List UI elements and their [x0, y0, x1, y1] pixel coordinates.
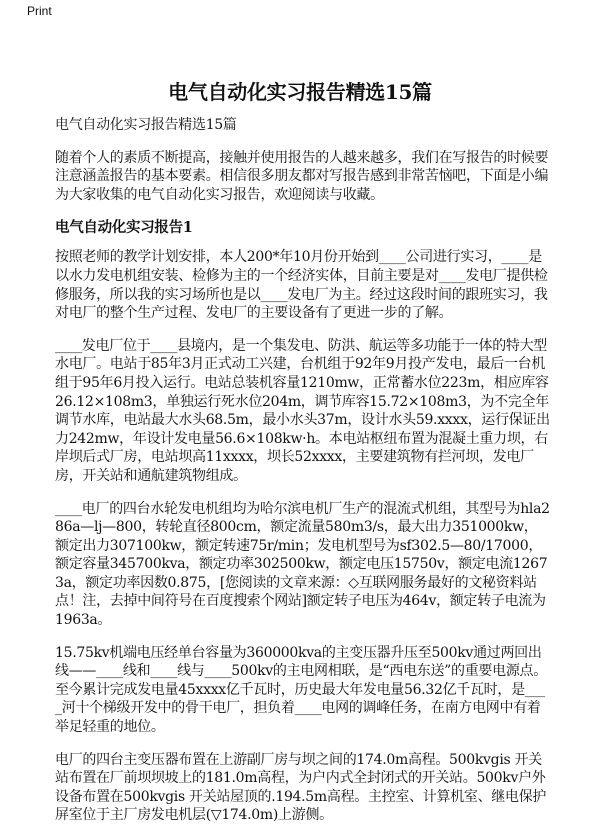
document-subtitle: 电气自动化实习报告精选15篇 — [55, 117, 237, 133]
intro-paragraph: 随着个人的素质不断提高，接触并使用报告的人越来越多，我们在写报告的时候要注意涵盖报告的基本要素。相信很多朋友都对写报告感到非常苦恼吧，下面是小编为大家收集的电气自动化实习报告，欢迎阅读与收藏。 — [55, 149, 549, 203]
body-paragraph: ____发电厂位于____县境内，是一个集发电、防洪、航运等多功能于一体的特大型水电厂。电站于85年3月正式动工兴建，台机组于92年9月投产发电，最后一台机组于95年6月投入运行。电站总装机容量1210mw，正常蓄水位223m，相应库容26.12×108m3，单独运行死水位204m，调节库容15.72×108m3，为不完全年调节水库，电站最大水头68.5m，最小水头37m，设计水头59.xxxx，运行保证出力242mw，年设计发电量56.6×108kw·h。本电站枢纽布置为混凝土重力坝，右岸坝后式厂房，电站坝高11xxxx，坝长52xxxx，主要建筑物有拦河坝，发电厂房，开关站和通航建筑物组成。 — [55, 337, 550, 484]
body-paragraph: 电厂的四台主变压器布置在上游副厂房与坝之间的174.0m高程。500kvgis 开关站布置在厂前坝坝坡上的181.0m高程，为户内式全封闭式的开关站。500kv户外设备布置在500kvgis 开关站屋顶的.194.5m高程。主控室、计算机室、继电保护屏室位于主厂房发电机层(▽174.0m)上游侧。 — [55, 751, 547, 824]
document-body — [55, 116, 551, 839]
body-paragraph: 15.75kv机端电压经单台容量为360000kva的主变压器升压至500kv通过两回出线——____线和____线与____500kv的主电网相联，是“西电东送”的重要电源点。至今累计完成发电量45xxxx亿千瓦时，历史最大年发电量56.32亿千瓦时，是____河十个梯级开发中的骨干电厂，担负着____电网的调峰任务，在南方电网中有着举足轻重的地位。 — [55, 644, 547, 736]
page-title: 电气自动化实习报告精选15篇 — [168, 80, 432, 104]
body-paragraph: ____电厂的四台水轮发电机组均为哈尔滨电机厂生产的混流式机组，其型号为hla286a—lj—800，转轮直径800cm，额定流量580m3/s，最大出力351000kw，额定出力307100kw，额定转速75r/min；发电机型号为sf302.5—80/17000，额定容量345700kva，额定功率302500kw，额定电压15750v，额定电流12673a，额定功率因数0.875，[您阅读的文章来源：◇互联网服务最好的文秘资料站点！注，去掉中间符号在百度搜索个网站]额定转子电压为464v，额定转子电流为1963a。 — [55, 500, 550, 629]
body-paragraph: 按照老师的教学计划安排，本人200*年10月份开始到____公司进行实习，____是以水力发电机组安装、检修为主的一个经济实体，目前主要是对____发电厂提供检修服务，所以我的实习场所也是以____发电厂为主。经过这段时间的跟班实习，我对电厂的整个生产过程、发电厂的主要设备有了更进一步的了解。 — [55, 249, 548, 322]
print-link[interactable]: Print — [27, 4, 52, 18]
section-heading: 电气自动化实习报告1 — [55, 219, 193, 237]
